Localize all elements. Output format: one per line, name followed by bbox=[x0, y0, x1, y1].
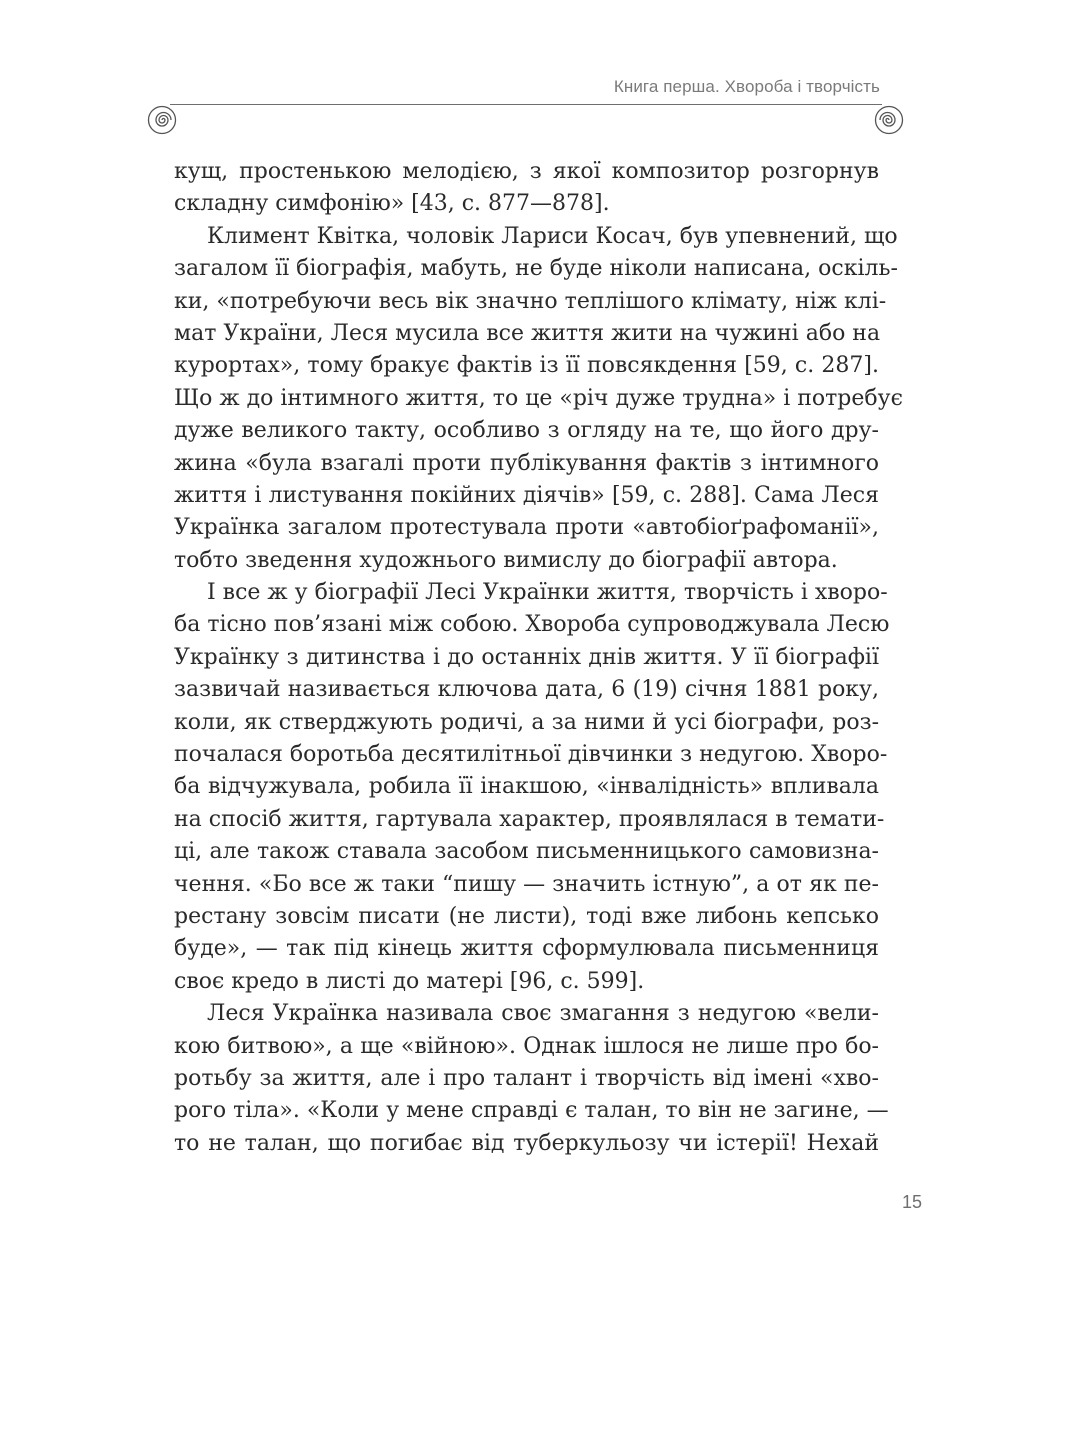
text-line: ба відчужувала, робила її інакшою, «інвалідність» впливала bbox=[174, 774, 879, 800]
text-line: коли, як стверджують родичі, а за ними й усі біографи, роз- bbox=[174, 709, 879, 735]
text-line: Українка загалом протестувала проти «автобіоґрафоманії», bbox=[174, 515, 879, 541]
text-line: тобто зведення художнього вимислу до біографії автора. bbox=[174, 547, 838, 573]
text-line: ба тісно пов’язані між собою. Хвороба супроводжувала Лесю bbox=[174, 612, 890, 638]
text-line: дуже великого такту, особливо з огляду на те, що його дру- bbox=[174, 418, 879, 444]
text-line: зазвичай називається ключова дата, 6 (19) січня 1881 року, bbox=[174, 677, 879, 703]
text-line: мат України, Леся мусила все життя жити на чужині або на bbox=[174, 320, 881, 346]
text-line: Климент Квітка, чоловік Лариси Косач, був упевнений, що bbox=[207, 223, 898, 249]
text-line: почалася боротьба десятилітньої дівчинки з недугою. Хворо- bbox=[174, 742, 888, 768]
text-line: І все ж у біографії Лесі Українки життя, творчість і хворо- bbox=[207, 580, 888, 606]
text-line: ки, «потребуючи весь вік значно теплішого клімату, ніж клі- bbox=[174, 288, 887, 314]
text-line: Леся Українка називала своє змагання з недугою «вели- bbox=[207, 1001, 879, 1027]
text-line: жина «була взагалі проти публікування фактів з інтимного bbox=[174, 450, 879, 476]
text-line: Що ж до інтимного життя, то це «річ дуже трудна» і потребує bbox=[174, 385, 903, 411]
text-line: своє кредо в листі до матері [96, с. 599]. bbox=[174, 968, 645, 994]
text-line: кою битвою», а ще «війною». Однак ішлося не лише про бо- bbox=[174, 1033, 879, 1059]
text-line: чення. «Бо все ж таки “пишу — значить істную”, а от як пе- bbox=[174, 871, 879, 897]
spiral-icon bbox=[146, 104, 178, 136]
running-head: Книга перша. Хвороба і творчість bbox=[613, 77, 880, 96]
text-line: ротьбу за життя, але і про талант і творчість від імені «хво- bbox=[174, 1065, 879, 1091]
body-text bbox=[174, 156, 903, 1160]
text-line: то не талан, що погибає від туберкульозу чи істерії! Нехай bbox=[174, 1130, 879, 1156]
spiral-icon bbox=[873, 104, 905, 136]
text-line: рестану зовсім писати (не листи), тоді вже либонь кепсько bbox=[174, 903, 879, 929]
text-line: ці, але також ставала засобом письменницького самовизна- bbox=[174, 839, 879, 865]
header-rule bbox=[170, 104, 882, 105]
text-line: рого тіла». «Коли у мене справді є талан, то він не загине, — bbox=[174, 1098, 889, 1124]
text-line: курортах», тому бракує фактів із її повсякдення [59, с. 287]. bbox=[174, 353, 879, 379]
text-line: загалом її біографія, мабуть, не буде ніколи написана, оскіль- bbox=[174, 256, 898, 282]
page-number: 15 bbox=[902, 1192, 923, 1212]
text-line: буде», — так під кінець життя сформулювала письменниця bbox=[174, 936, 879, 962]
text-line: кущ, простенькою мелодією, з якої композитор розгорнув bbox=[174, 159, 879, 184]
text-line: на спосіб життя, гартувала характер, проявлялася в темати- bbox=[174, 806, 885, 832]
text-line: складну симфонію» [43, с. 877—878]. bbox=[174, 191, 610, 217]
text-line: життя і листування покійних діячів» [59, с. 288]. Сама Леся bbox=[174, 482, 879, 508]
text-line: Українку з дитинства і до останніх днів життя. У її біографії bbox=[174, 644, 879, 670]
